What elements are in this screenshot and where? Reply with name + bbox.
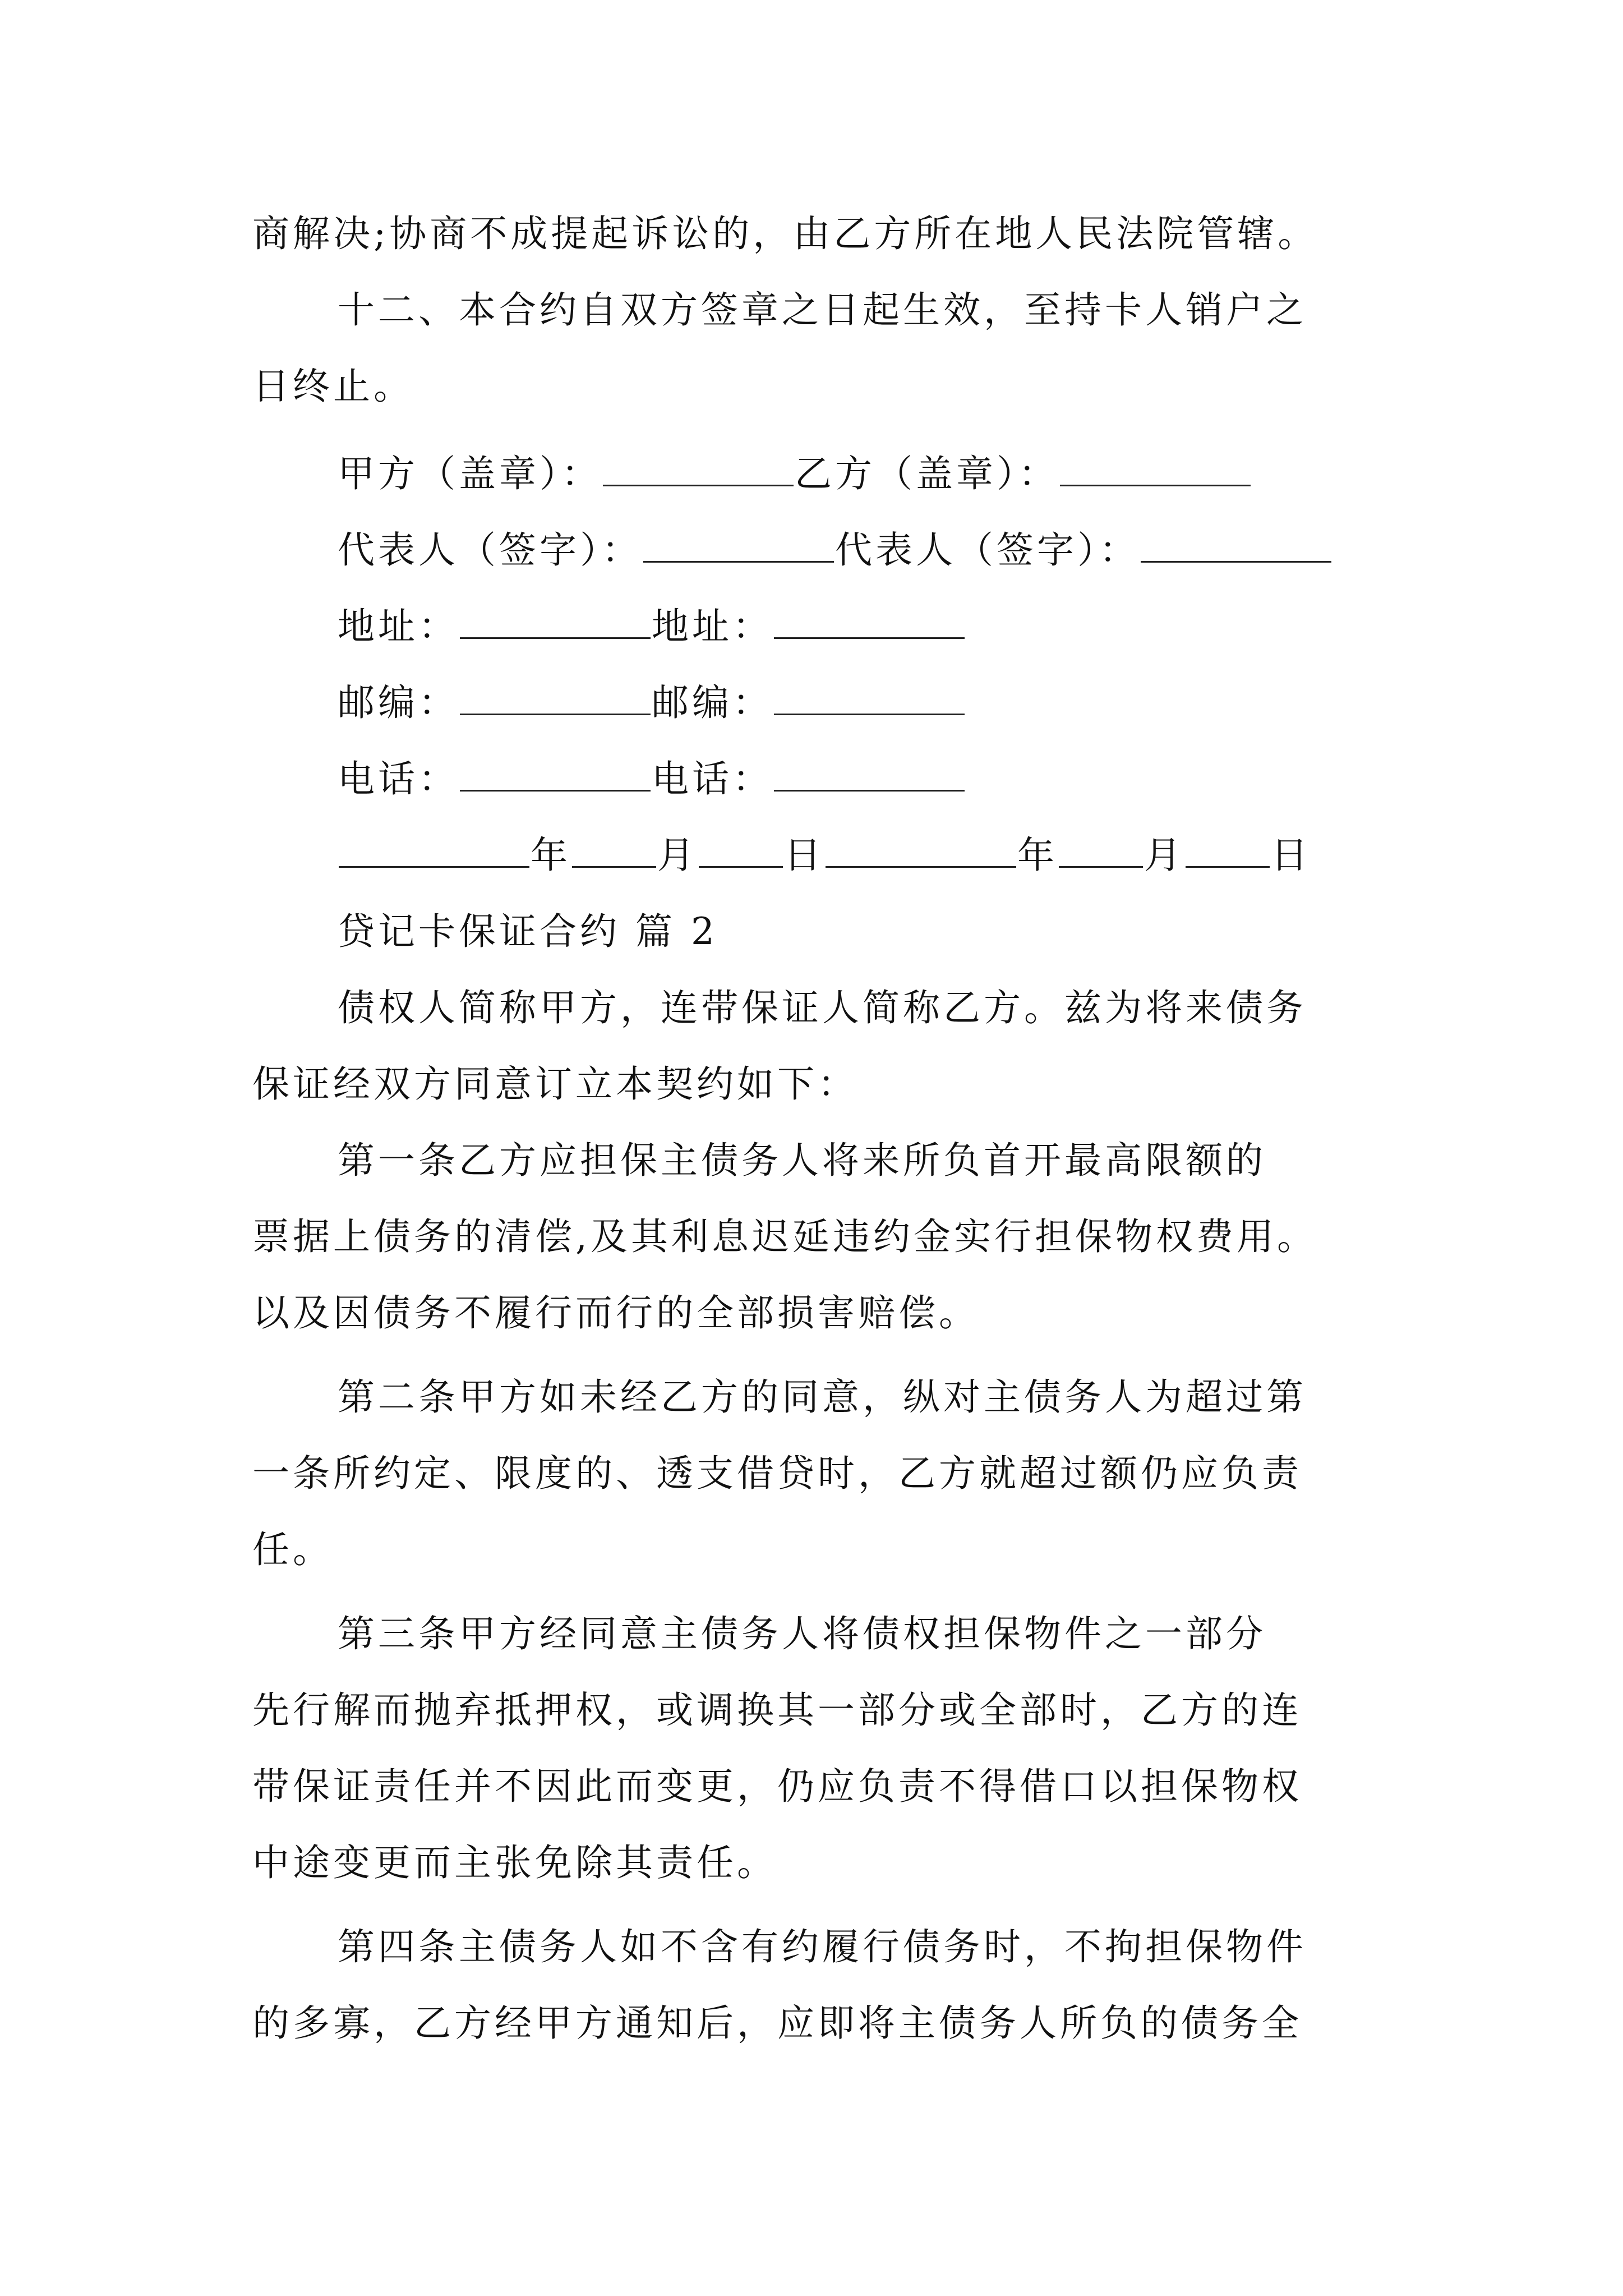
- month-a-blank: [572, 831, 656, 868]
- day-a-blank: [699, 831, 783, 868]
- party-a-seal-blank: [603, 450, 794, 486]
- party-a-seal-label: 甲方（盖章）：: [338, 452, 602, 495]
- text-line: 日终止。: [252, 365, 414, 408]
- text-line: 票据上债务的清偿,及其利息迟延违约金实行担保物权费用。: [252, 1215, 1317, 1258]
- section-title: 贷记卡保证合约 篇 2: [338, 910, 718, 953]
- text-line: 第三条甲方经同意主债务人将债权担保物件之一部分: [338, 1612, 1266, 1655]
- text-line: 第四条主债务人如不含有约履行债务时，不拘担保物件: [338, 1925, 1307, 1968]
- signature-row-representative: [338, 525, 1487, 576]
- party-b-seal-label: 乙方（盖章）：: [795, 452, 1059, 495]
- text-line: 任。: [252, 1528, 333, 1571]
- signature-row-postcode: [338, 678, 1487, 728]
- month-b-label: 月: [1144, 834, 1184, 877]
- year-a-label: 年: [531, 834, 571, 877]
- postcode-b-blank: [774, 679, 965, 715]
- text-line: 带保证责任并不因此而变更，仍应负责不得借口以担保物权: [252, 1765, 1302, 1808]
- year-b-blank: [826, 831, 1016, 868]
- phone-a-blank: [460, 755, 651, 792]
- rep-a-blank: [643, 526, 834, 563]
- month-b-blank: [1059, 831, 1143, 868]
- day-b-label: 日: [1271, 834, 1311, 877]
- rep-b-blank: [1141, 526, 1331, 563]
- text-line: 商解决;协商不成提起诉讼的，由乙方所在地人民法院管辖。: [252, 212, 1318, 255]
- year-b-label: 年: [1017, 834, 1058, 877]
- address-a-label: 地址：: [338, 605, 459, 648]
- address-a-blank: [460, 602, 651, 639]
- signature-row-address: [338, 601, 1487, 652]
- party-b-seal-blank: [1060, 450, 1251, 486]
- day-b-blank: [1186, 831, 1270, 868]
- text-line: 中途变更而主张免除其责任。: [252, 1841, 777, 1884]
- text-line: 债权人简称甲方，连带保证人简称乙方。兹为将来债务: [338, 986, 1307, 1029]
- signature-row-phone: [338, 754, 1487, 804]
- text-line: 第二条甲方如未经乙方的同意，纵对主债务人为超过第: [338, 1375, 1307, 1419]
- year-a-blank: [339, 831, 529, 868]
- postcode-a-blank: [460, 679, 651, 715]
- address-b-blank: [774, 602, 965, 639]
- text-line: 第一条乙方应担保主债务人将来所负首开最高限额的: [338, 1139, 1266, 1182]
- month-a-label: 月: [657, 834, 698, 877]
- signature-row-seal: [338, 449, 1487, 499]
- day-a-label: 日: [784, 834, 824, 877]
- signature-row-date: [338, 830, 1487, 881]
- address-b-label: 地址：: [652, 605, 773, 648]
- text-line: 先行解而抛弃抵押权，或调换其一部分或全部时，乙方的连: [252, 1688, 1302, 1732]
- rep-a-label: 代表人（签字）：: [338, 528, 642, 572]
- text-line: 一条所约定、限度的、透支借贷时，乙方就超过额仍应负责: [252, 1452, 1302, 1495]
- text-line: 十二、本合约自双方签章之日起生效，至持卡人销户之: [338, 288, 1307, 332]
- phone-b-blank: [774, 755, 965, 792]
- text-line: 保证经双方同意订立本契约如下：: [252, 1062, 858, 1106]
- text-line: 以及因债务不履行而行的全部损害赔偿。: [252, 1291, 979, 1335]
- postcode-a-label: 邮编：: [338, 681, 459, 724]
- phone-b-label: 电话：: [652, 757, 773, 800]
- postcode-b-label: 邮编：: [652, 681, 773, 724]
- text-line: 的多寡，乙方经甲方通知后，应即将主债务人所负的债务全: [252, 2001, 1302, 2045]
- phone-a-label: 电话：: [338, 757, 459, 800]
- rep-b-label: 代表人（签字）：: [835, 528, 1140, 572]
